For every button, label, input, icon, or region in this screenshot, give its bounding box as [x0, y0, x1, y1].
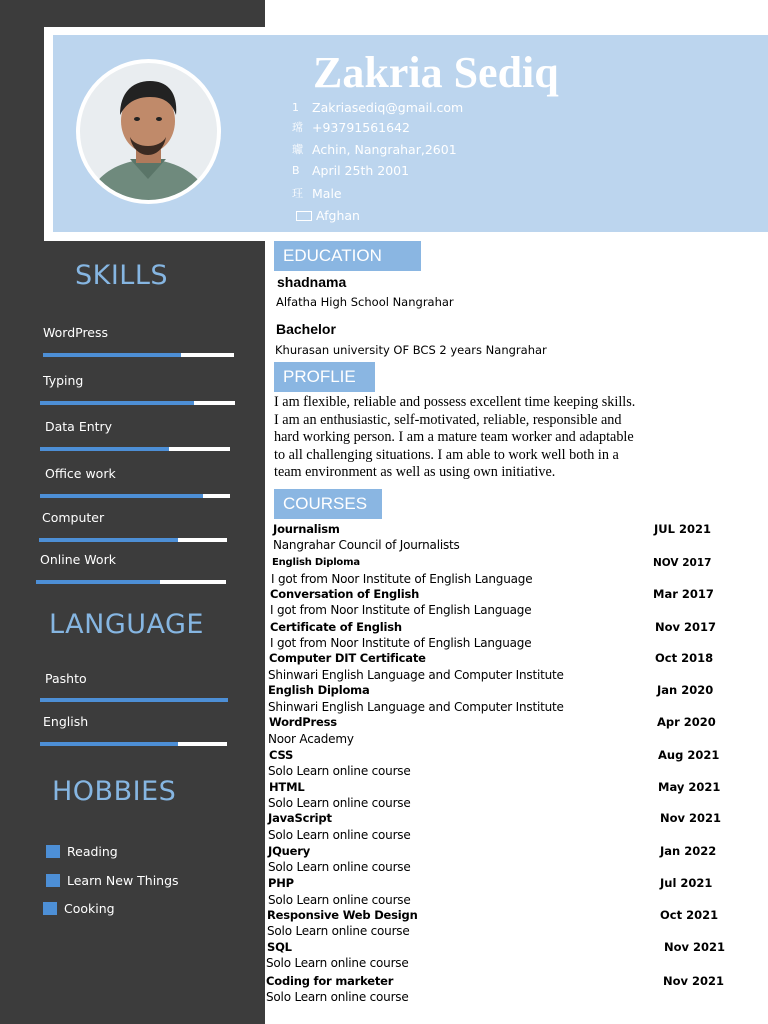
- course-provider: Shinwari English Language and Computer Institute: [268, 700, 564, 714]
- course-title: Conversation of English: [270, 587, 420, 601]
- contact-gender-text: Male: [312, 185, 342, 201]
- course-date: Aug 2021: [658, 748, 720, 762]
- hobby-label: Cooking: [64, 901, 115, 916]
- skill-label: Data Entry: [45, 419, 113, 434]
- hobbies-heading: HOBBIES: [52, 776, 177, 807]
- course-title: Responsive Web Design: [267, 908, 418, 922]
- contact-birthday-text: April 25th 2001: [312, 163, 410, 178]
- hobby-item: [46, 844, 118, 859]
- contact-location: [292, 141, 457, 157]
- profile-line: to all challenging situations. I am able to work well both in a: [274, 446, 619, 463]
- skill-bar: [40, 447, 230, 451]
- course-title: CSS: [269, 748, 294, 762]
- skill-bar: [40, 401, 235, 405]
- course-date: Oct 2021: [660, 908, 719, 922]
- education-detail: Khurasan university OF BCS 2 years Nangrahar: [275, 343, 547, 357]
- course-title: Computer DIT Certificate: [269, 651, 426, 665]
- course-provider: Nangrahar Council of Journalists: [273, 538, 460, 552]
- skill-label: Computer: [42, 510, 105, 525]
- profile-photo-illustration: [80, 63, 217, 200]
- profile-text: [274, 394, 674, 482]
- course-date: NOV 2017: [653, 557, 712, 569]
- course-date: Jan 2020: [657, 683, 714, 697]
- skill-label: Office work: [45, 466, 116, 481]
- course-title: English Diploma: [272, 557, 360, 568]
- hobby-item: [43, 901, 115, 916]
- language-label: English: [43, 714, 89, 729]
- skill-bar-fill: [40, 401, 194, 405]
- candidate-name: Zakria Sediq: [313, 48, 559, 97]
- skill-bar: [36, 580, 226, 584]
- course-title: JQuery: [268, 844, 311, 858]
- skill-bar-fill: [39, 538, 178, 542]
- flag-icon: [296, 211, 312, 221]
- education-title: Bachelor: [276, 321, 336, 337]
- skill-label: Typing: [43, 373, 84, 388]
- course-provider: Solo Learn online course: [266, 956, 409, 970]
- language-bar-fill: [40, 742, 178, 746]
- course-date: Nov 2017: [655, 620, 717, 634]
- course-provider: Solo Learn online course: [268, 764, 411, 778]
- hobby-label: Reading: [67, 844, 118, 859]
- contact-gender: [292, 185, 342, 201]
- hobby-item: [46, 873, 179, 888]
- language-bar-fill: [40, 698, 228, 702]
- email-icon: 1: [292, 101, 299, 114]
- profile-photo: [76, 59, 221, 204]
- square-bullet-icon: [43, 902, 57, 915]
- profile-line: hard working person. I am a mature team worker and adaptable: [274, 429, 634, 446]
- course-title: Journalism: [273, 522, 340, 536]
- contact-location-text: Achin, Nangrahar,2601: [312, 141, 457, 157]
- course-title: Certificate of English: [270, 620, 402, 634]
- skill-label: Online Work: [40, 552, 116, 567]
- course-date: Nov 2021: [660, 811, 722, 825]
- skill-label: WordPress: [43, 325, 109, 340]
- profile-line: I am an enthusiastic, self-motivated, reliable, responsible and: [274, 411, 622, 428]
- education-title: shadnama: [277, 274, 347, 290]
- course-title: JavaScript: [268, 811, 332, 825]
- course-provider: I got from Noor Institute of English Language: [270, 603, 532, 617]
- skills-heading: SKILLS: [75, 260, 169, 291]
- course-title: Coding for marketer: [266, 974, 394, 988]
- contact-phone-text: +93791561642: [312, 119, 410, 135]
- language-bar: [40, 698, 228, 702]
- skill-bar: [39, 538, 227, 542]
- skill-bar-fill: [40, 447, 169, 451]
- square-bullet-icon: [46, 845, 60, 858]
- profile-line: team environment as well as using own initiative.: [274, 464, 556, 481]
- phone-icon: 瑺: [292, 121, 303, 134]
- profile-heading: PROFLIE: [274, 362, 375, 392]
- course-title: WordPress: [269, 715, 337, 729]
- hobby-label: Learn New Things: [67, 873, 179, 888]
- gender-icon: 玨: [292, 187, 303, 200]
- skill-bar-fill: [40, 494, 203, 498]
- course-provider: Solo Learn online course: [268, 860, 411, 874]
- contact-birthday: [292, 163, 409, 178]
- course-date: Jul 2021: [660, 876, 713, 890]
- course-title: PHP: [268, 876, 294, 890]
- course-provider: Noor Academy: [268, 732, 354, 746]
- contact-email: [292, 100, 463, 115]
- course-title: HTML: [269, 780, 305, 794]
- contact-nationality-text: Afghan: [316, 208, 360, 223]
- education-heading: EDUCATION: [274, 241, 421, 271]
- profile-line: I am flexible, reliable and possess excellent time keeping skills.: [274, 394, 636, 410]
- education-detail: Alfatha High School Nangrahar: [276, 295, 454, 309]
- course-provider: Solo Learn online course: [266, 990, 409, 1004]
- course-provider: Solo Learn online course: [268, 828, 411, 842]
- course-title: SQL: [267, 940, 292, 954]
- birthday-icon: B: [292, 164, 300, 177]
- course-date: May 2021: [658, 780, 721, 794]
- contact-phone: [292, 119, 410, 135]
- skill-bar-fill: [36, 580, 160, 584]
- course-date: Nov 2021: [663, 974, 725, 988]
- course-provider: Solo Learn online course: [267, 924, 410, 938]
- courses-heading: COURSES: [274, 489, 382, 519]
- skill-bar: [40, 494, 230, 498]
- course-provider: I got from Noor Institute of English Language: [271, 572, 533, 586]
- course-title: English Diploma: [268, 683, 370, 697]
- course-provider: I got from Noor Institute of English Language: [270, 636, 532, 650]
- skill-bar: [43, 353, 234, 357]
- course-provider: Solo Learn online course: [268, 796, 411, 810]
- course-date: Apr 2020: [657, 715, 716, 729]
- language-heading: LANGUAGE: [49, 609, 204, 640]
- language-bar: [40, 742, 227, 746]
- course-date: Oct 2018: [655, 651, 714, 665]
- square-bullet-icon: [46, 874, 60, 887]
- course-date: JUL 2021: [654, 522, 711, 536]
- contact-nationality: [292, 208, 360, 223]
- course-provider: Shinwari English Language and Computer Institute: [268, 668, 564, 682]
- language-label: Pashto: [45, 671, 87, 686]
- skill-bar-fill: [43, 353, 181, 357]
- course-date: Jan 2022: [660, 844, 717, 858]
- contact-email-text: Zakriasediq@gmail.com: [312, 100, 464, 115]
- course-date: Nov 2021: [664, 940, 726, 954]
- course-date: Mar 2017: [653, 587, 714, 601]
- location-icon: 瓛: [292, 143, 303, 156]
- course-provider: Solo Learn online course: [268, 893, 411, 907]
